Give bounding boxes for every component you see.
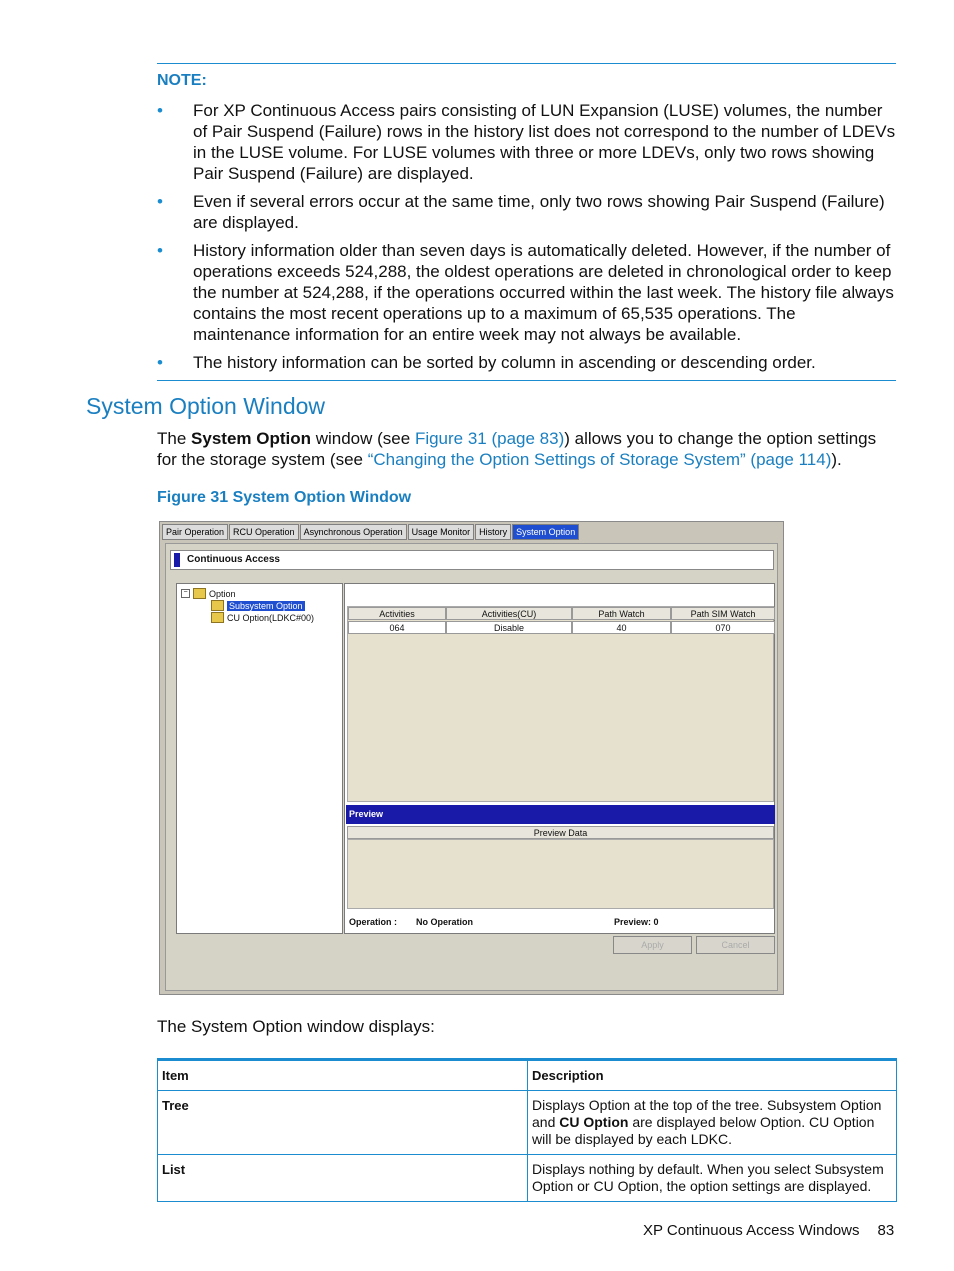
preview-count: Preview: 0 bbox=[614, 917, 659, 927]
note-item: • For XP Continuous Access pairs consisting of LUN Expansion (LUSE) volumes, the number of Pair Suspend (Failure) rows in the history list does not correspond to the number of LDEVs in the LUSE volume. For LUSE volumes with three or more LDEVs, only two rows showing Pair Suspend (Failure) are displayed. bbox=[157, 101, 896, 183]
title-marker-icon bbox=[174, 553, 180, 567]
column-header[interactable]: Activities bbox=[348, 607, 446, 620]
section-title: System Option Window bbox=[86, 393, 326, 419]
table-row[interactable] bbox=[348, 621, 775, 634]
column-header: Item bbox=[158, 1060, 528, 1091]
folder-icon bbox=[211, 600, 224, 611]
preview-column-header[interactable]: Preview Data bbox=[347, 826, 774, 839]
item-cell: Tree bbox=[158, 1091, 528, 1155]
note-item: • History information older than seven days is automatically deleted. However, if the number of operations exceeds 524,288, the oldest operations are deleted in chronological order to keep the number at 524,288, if the operations occurred within the last week. The history file always contains the most recent operations up to a maximum of 65,535 operations. The maintenance information for an entire week may not always be available. bbox=[157, 241, 894, 344]
tab-bar bbox=[162, 524, 580, 540]
main-panel bbox=[165, 543, 778, 991]
note-item: • Even if several errors occur at the same time, only two rows showing Pair Suspend (Failure) are displayed. bbox=[157, 192, 885, 232]
preview-title-bar: Preview bbox=[346, 805, 775, 824]
tree-node-cu-option[interactable]: CU Option(LDKC#00) bbox=[211, 612, 314, 623]
description-cell: Displays nothing by default. When you select Subsystem Option or CU Option, the option settings are displayed. bbox=[528, 1155, 897, 1202]
panel-title: Continuous Access bbox=[187, 554, 280, 565]
folder-icon bbox=[193, 588, 206, 599]
figure-link[interactable]: Figure 31 (page 83) bbox=[414, 429, 565, 448]
column-header[interactable]: Path Watch bbox=[572, 607, 671, 620]
option-list bbox=[347, 606, 774, 802]
option-tree bbox=[176, 583, 343, 934]
column-header[interactable]: Path SIM Watch bbox=[671, 607, 775, 620]
preview-list bbox=[347, 839, 774, 909]
tab-rcu-operation[interactable]: RCU Operation bbox=[229, 524, 299, 540]
bullet-icon: • bbox=[157, 241, 163, 260]
figure-caption: Figure 31 System Option Window bbox=[157, 489, 412, 506]
page-number: 83 bbox=[877, 1222, 895, 1239]
list-cell: 40 bbox=[572, 621, 671, 634]
folder-icon bbox=[211, 612, 224, 623]
tree-node-subsystem-option[interactable]: Subsystem Option bbox=[211, 600, 305, 611]
bullet-icon: • bbox=[157, 192, 163, 211]
column-header: Description bbox=[528, 1060, 897, 1091]
note-box bbox=[157, 63, 896, 381]
tab-pair-operation[interactable]: Pair Operation bbox=[162, 524, 228, 540]
operation-value: No Operation bbox=[416, 917, 474, 927]
section-link[interactable]: “Changing the Option Settings of Storage System” (page 114) bbox=[367, 450, 832, 469]
apply-button[interactable]: Apply bbox=[613, 936, 692, 954]
tree-node-option[interactable]: − Option bbox=[181, 588, 236, 599]
description-table bbox=[157, 1058, 897, 1202]
note-item: • The history information can be sorted by column in ascending or descending order. bbox=[157, 353, 816, 372]
system-option-screenshot bbox=[159, 521, 784, 995]
collapse-icon[interactable]: − bbox=[181, 589, 190, 598]
list-cell: Disable bbox=[446, 621, 572, 634]
tab-asynchronous-operation[interactable]: Asynchronous Operation bbox=[300, 524, 407, 540]
bullet-icon: • bbox=[157, 353, 163, 372]
table-header-row bbox=[158, 1060, 897, 1091]
option-list-panel bbox=[344, 583, 775, 934]
note-title: NOTE: bbox=[157, 72, 207, 89]
description-cell: Displays Option at the top of the tree. Subsystem Option and CU Option are displayed below Option. CU Option will be displayed by each LDKC. bbox=[528, 1091, 897, 1155]
bold-term: System Option bbox=[191, 429, 311, 448]
tab-system-option[interactable]: System Option bbox=[512, 524, 579, 540]
item-cell: List bbox=[158, 1155, 528, 1202]
page-footer bbox=[643, 1222, 894, 1239]
list-header-row bbox=[348, 607, 775, 620]
list-cell: 064 bbox=[348, 621, 446, 634]
bullet-icon: • bbox=[157, 101, 163, 120]
tab-usage-monitor[interactable]: Usage Monitor bbox=[408, 524, 475, 540]
displays-text: The System Option window displays: bbox=[157, 1017, 435, 1036]
note-list bbox=[157, 100, 896, 380]
table-row bbox=[158, 1091, 897, 1155]
list-cell: 070 bbox=[671, 621, 775, 634]
operation-label: Operation : bbox=[349, 917, 398, 927]
tab-history[interactable]: History bbox=[475, 524, 511, 540]
column-header[interactable]: Activities(CU) bbox=[446, 607, 572, 620]
table-row bbox=[158, 1155, 897, 1202]
intro-paragraph: The System Option window (see Figure 31 (page 83)) allows you to change the option settings for the storage system (see “Changing the Option Settings of Storage System” (page 114)). bbox=[157, 429, 877, 469]
footer-title: XP Continuous Access Windows bbox=[643, 1222, 860, 1239]
cancel-button[interactable]: Cancel bbox=[696, 936, 775, 954]
panel-title-bar bbox=[170, 550, 774, 570]
